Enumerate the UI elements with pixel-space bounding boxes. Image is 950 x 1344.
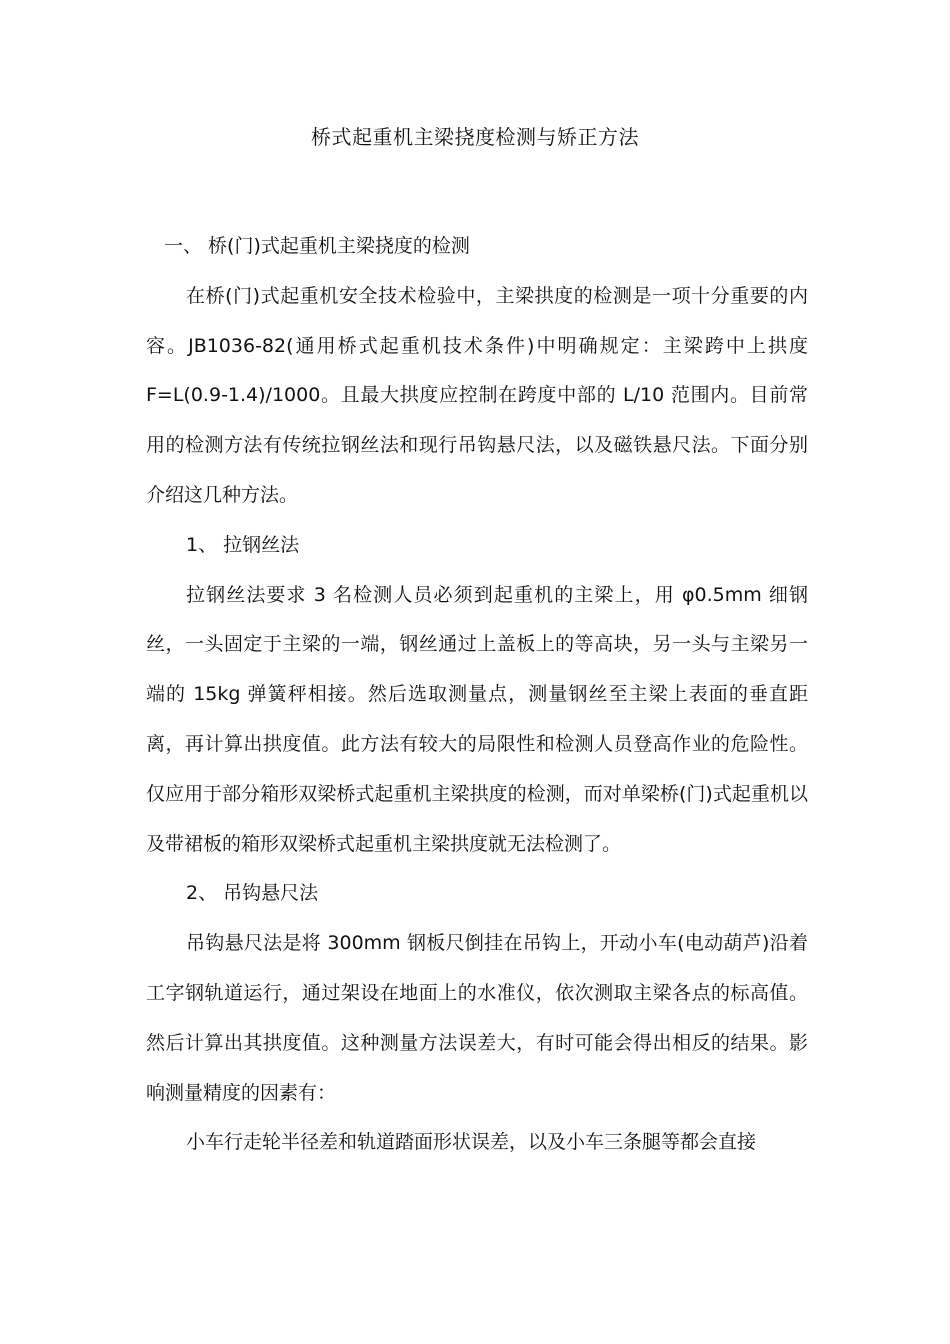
method-2-paragraph: 吊钩悬尺法是将 300mm 钢板尺倒挂在吊钩上，开动小车(电动葫芦)沿着工字钢轨道运行，通过架设在地面上的水准仪，依次测取主梁各点的标高值。然后计算出其拱度值。这种测量方法误差大，有时可能会得出相反的结果。影响测量精度的因素有： [146,932,808,1104]
factors-paragraph: 小车行走轮半径差和轨道踏面形状误差，以及小车三条腿等都会直接 [186,1131,757,1154]
method-1-heading: 1、 拉钢丝法 [186,533,300,556]
intro-paragraph: 在桥(门)式起重机安全技术检验中，主梁拱度的检测是一项十分重要的内容。JB1036-82(通用桥式起重机技术条件)中明确规定：主梁跨中上拱度 F=L(0.9-1.4)/1000。且最大拱度应控制在跨度中部的 L/10 范围内。目前常用的检测方法有传统拉钢丝法和现行吊钩悬尺法，以及磁铁悬尺法。下面分别介绍这几种方法。 [146,284,808,506]
section-heading: 一、 桥(门)式起重机主梁挠度的检测 [164,235,470,257]
document-title: 桥式起重机主梁挠度检测与矫正方法 [311,125,639,149]
document-body [146,222,808,1168]
method-1-paragraph: 拉钢丝法要求 3 名检测人员必须到起重机的主梁上，用 φ0.5mm 细钢丝，一头固定于主梁的一端，钢丝通过上盖板上的等高块，另一头与主梁另一端的 15kg 弹簧秤相接。然后选取测量点，测量钢丝至主梁上表面的垂直距离，再计算出拱度值。此方法有较大的局限性和检测人员登高作业的危险性。仅应用于部分箱形双梁桥式起重机主梁拱度的检测，而对单梁桥(门)式起重机以及带裙板的箱形双梁桥式起重机主梁拱度就无法检测了。 [146,583,808,855]
method-2-heading: 2、 吊钩悬尺法 [186,882,319,905]
